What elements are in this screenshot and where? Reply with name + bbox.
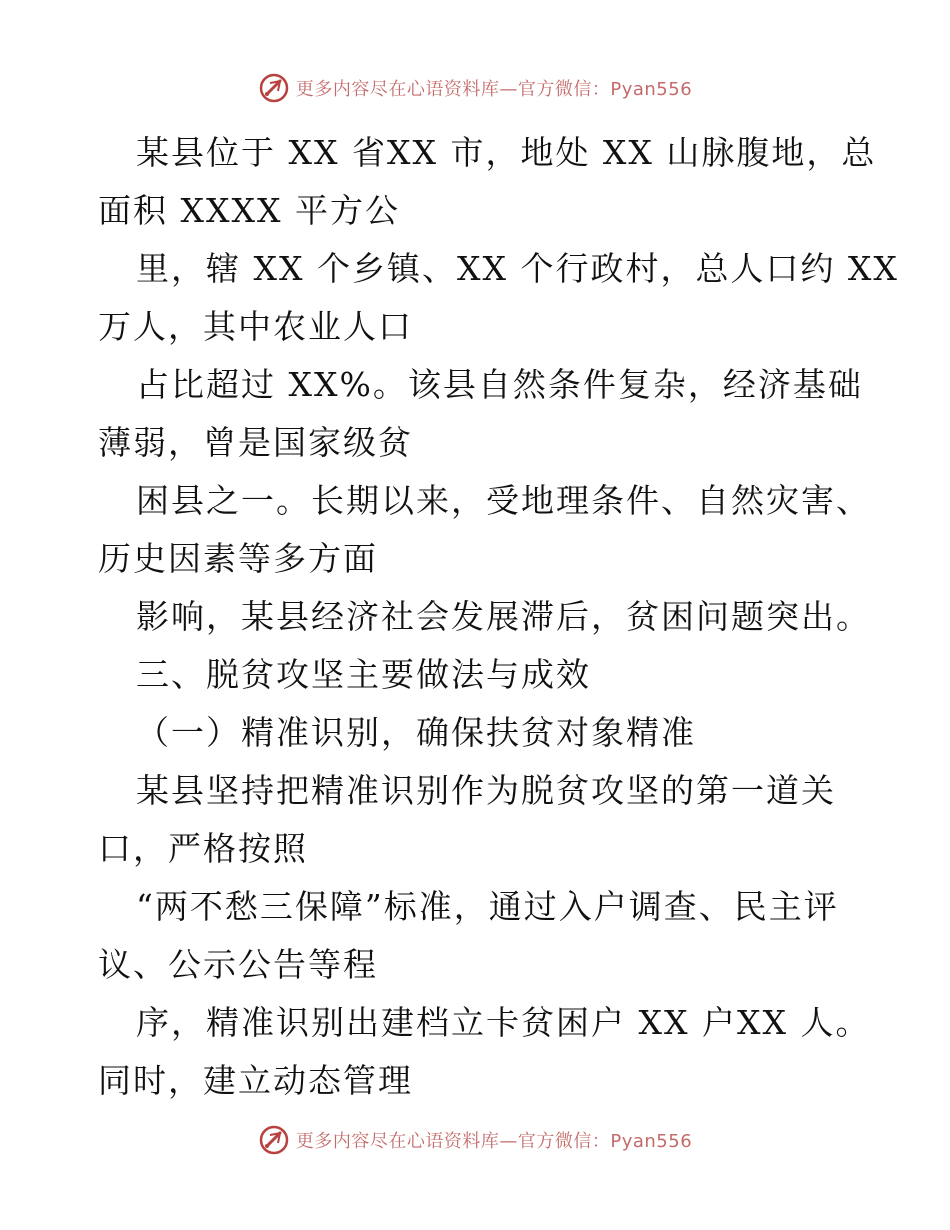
header-watermark	[0, 72, 950, 104]
subsection-heading: （一）精准识别，确保扶贫对象精准	[136, 713, 696, 752]
body-line-16: 序，精准识别出建档立卡贫困户 XX 户XX 人。	[136, 1003, 871, 1042]
body-line-9: 影响，某县经济社会发展滞后，贫困问题突出。	[136, 597, 871, 636]
body-line-12: 某县坚持把精准识别作为脱贫攻坚的第一道关	[136, 771, 836, 810]
body-line-3: 里，辖 XX 个乡镇、XX 个行政村，总人口约 XX	[136, 249, 899, 288]
quill-ink-logo-icon	[258, 1124, 290, 1156]
body-line-15: 议、公示公告等程	[98, 945, 378, 984]
body-line-6: 薄弱，曾是国家级贫	[98, 423, 413, 462]
section-heading: 三、脱贫攻坚主要做法与成效	[136, 655, 591, 694]
body-line-14: “两不愁三保障”标准，通过入户调查、民主评	[136, 887, 839, 926]
body-line-1: 某县位于 XX 省XX 市，地处 XX 山脉腹地，总	[136, 133, 877, 172]
quill-ink-logo-icon	[258, 72, 290, 104]
body-line-17: 同时，建立动态管理	[98, 1061, 413, 1100]
body-line-7: 困县之一。长期以来，受地理条件、自然灾害、	[136, 481, 871, 520]
footer-watermark	[0, 1124, 950, 1156]
header-watermark-text: 更多内容尽在心语资料库—官方微信：Pyan556	[295, 79, 693, 100]
body-line-8: 历史因素等多方面	[98, 539, 378, 578]
body-line-2: 面积 XXXX 平方公	[98, 191, 400, 230]
body-line-13: 口，严格按照	[98, 829, 308, 868]
body-line-5: 占比超过 XX%。该县自然条件复杂，经济基础	[136, 365, 863, 404]
footer-watermark-text: 更多内容尽在心语资料库—官方微信：Pyan556	[295, 1131, 693, 1152]
body-line-4: 万人，其中农业人口	[98, 307, 413, 346]
document-body	[98, 124, 899, 1110]
